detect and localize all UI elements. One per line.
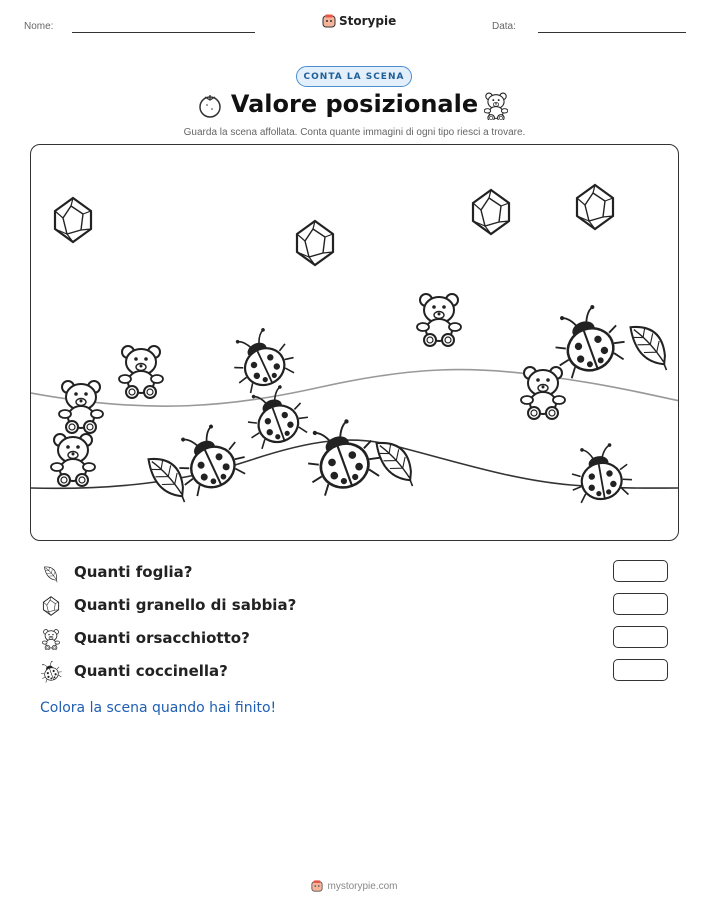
question-label: Quanti foglia? [74,563,193,581]
scene-illustration [31,145,679,541]
ladybug-4 [296,413,386,498]
storypie-logo [322,14,396,28]
crystal-icon [40,595,62,617]
question-crystals [40,593,670,619]
ladybug-6 [566,440,634,503]
name-field-line[interactable] [72,32,255,33]
question-label: Quanti granello di sabbia? [74,596,297,614]
teddy-bear-1 [119,346,163,398]
storypie-mascot-icon [322,14,336,28]
teddy-bear-title-icon [484,92,508,120]
answer-box-leaves[interactable] [613,560,668,582]
crystal-3 [473,190,509,234]
leaf-1 [142,449,196,507]
teddy-bear-4 [417,294,461,346]
question-ladybugs [40,659,670,685]
answer-box-crystals[interactable] [613,593,668,615]
leaf-3 [624,317,678,375]
coloring-note: Colora la scena quando hai finito! [40,700,277,716]
answer-box-teddy-bears[interactable] [613,626,668,648]
storypie-mascot-icon [311,880,323,892]
question-label: Quanti orsacchiotto? [74,629,250,647]
date-label: Data: [492,21,516,32]
footer-url[interactable]: mystorypie.com [327,880,398,892]
ladybug-1 [222,322,299,396]
footer [0,880,709,892]
teddy-bear-icon [40,628,62,650]
question-teddy-bears [40,626,670,652]
date-field-line[interactable] [538,32,686,33]
question-leaves [40,560,670,586]
brand-name: Storypie [339,14,397,28]
crystal-1 [55,198,91,242]
teddy-bear-3 [51,434,95,486]
answer-box-ladybugs[interactable] [613,659,668,681]
teddy-bear-5 [521,367,565,419]
crystal-4 [577,185,613,229]
name-label: Nome: [24,21,54,32]
section-badge: CONTA LA SCENA [296,66,412,87]
instructions: Guarda la scena affollata. Conta quante immagini di ogni tipo riesci a trovare. [183,127,526,138]
counting-scene [30,144,679,541]
question-label: Quanti coccinella? [74,662,228,680]
page-title: Valore posizionale [230,90,479,118]
teddy-bear-2 [59,381,103,433]
crystal-2 [297,221,333,265]
ladybug-icon [40,661,62,683]
leaf-icon [40,562,62,584]
